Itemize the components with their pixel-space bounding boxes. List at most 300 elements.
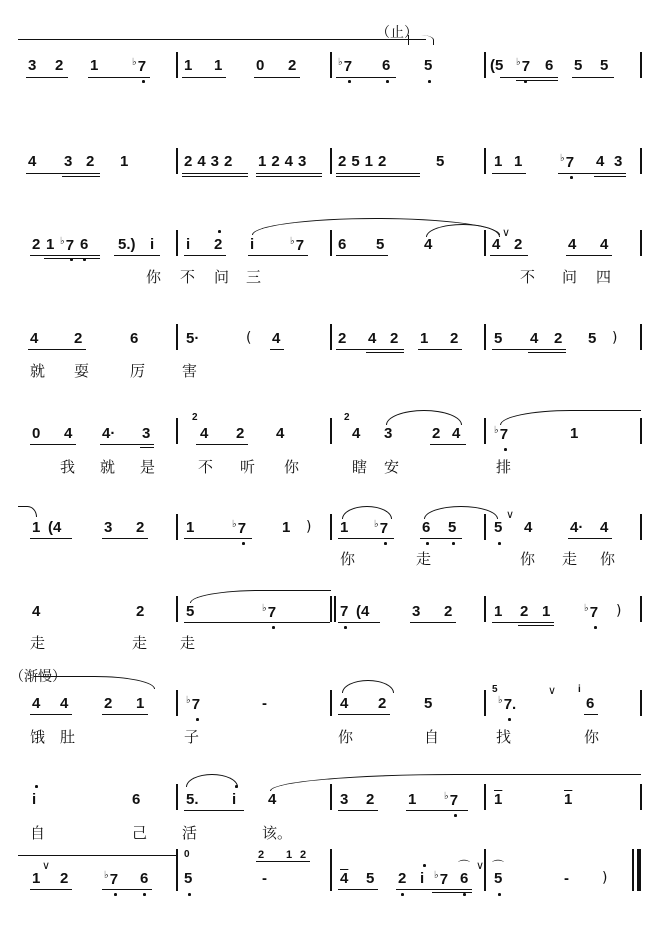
note: 4 bbox=[64, 425, 73, 442]
underline bbox=[184, 255, 226, 256]
barline bbox=[176, 324, 178, 350]
underline bbox=[256, 176, 322, 177]
lyric: 你 bbox=[520, 550, 536, 568]
grace-note: 2 bbox=[192, 412, 198, 423]
low-dot bbox=[242, 542, 245, 545]
note: 2 bbox=[366, 791, 375, 808]
underline bbox=[338, 538, 394, 539]
system-6 bbox=[0, 500, 660, 580]
note: 5 bbox=[366, 870, 375, 887]
fermata-icon: ⌒ bbox=[458, 859, 471, 873]
note: 4 bbox=[276, 425, 285, 442]
underline bbox=[182, 176, 248, 177]
underline bbox=[558, 173, 626, 174]
tie-end bbox=[18, 506, 37, 517]
note: ♭7 bbox=[444, 791, 459, 809]
note: 1 bbox=[184, 57, 193, 74]
note: 6 bbox=[338, 236, 347, 253]
lyric: 不 bbox=[180, 268, 196, 286]
lyric: 子 bbox=[184, 728, 200, 746]
underline bbox=[492, 622, 554, 623]
note: 5.) bbox=[118, 236, 136, 253]
breath-mark: ∨ bbox=[548, 684, 557, 697]
barline bbox=[176, 148, 178, 174]
underline bbox=[196, 444, 248, 445]
note: 4· bbox=[570, 519, 584, 536]
note: 1 bbox=[32, 870, 41, 887]
note: 4 bbox=[596, 153, 605, 170]
underline bbox=[270, 349, 284, 350]
note: 1 bbox=[32, 519, 41, 536]
note: 2 bbox=[136, 519, 145, 536]
note: 3 bbox=[614, 153, 623, 170]
note: i bbox=[420, 870, 425, 887]
barline bbox=[330, 784, 332, 810]
underline bbox=[44, 258, 100, 259]
grace-note: 2 bbox=[344, 412, 350, 423]
note: 4 bbox=[568, 236, 577, 253]
note: 1 bbox=[340, 519, 349, 536]
underline bbox=[102, 538, 148, 539]
underline bbox=[336, 176, 420, 177]
underline bbox=[336, 349, 404, 350]
note: ♭7 bbox=[374, 519, 389, 537]
underline bbox=[406, 810, 468, 811]
note: ♭7 bbox=[104, 870, 119, 888]
system-4 bbox=[0, 300, 660, 380]
slur bbox=[186, 774, 238, 787]
low-dot bbox=[344, 626, 347, 629]
barline bbox=[484, 690, 486, 716]
low-dot bbox=[188, 893, 191, 896]
note: ♭7 bbox=[516, 57, 531, 75]
note: 5· bbox=[186, 330, 200, 347]
barline bbox=[484, 148, 486, 174]
note: ♭7 bbox=[560, 153, 575, 171]
barline bbox=[176, 514, 178, 540]
grace-note: 1 bbox=[286, 849, 293, 861]
underline bbox=[528, 352, 566, 353]
note: 1 bbox=[564, 791, 573, 808]
note: 4 bbox=[30, 330, 39, 347]
close-paren: ) bbox=[612, 330, 618, 346]
lyric: 耍 bbox=[74, 362, 90, 380]
barline bbox=[176, 690, 178, 716]
low-dot bbox=[196, 718, 199, 721]
low-dot bbox=[452, 542, 455, 545]
underline bbox=[584, 714, 598, 715]
underline bbox=[396, 889, 472, 890]
barline bbox=[330, 324, 332, 350]
slur bbox=[386, 410, 462, 425]
underline bbox=[336, 255, 388, 256]
note: ♭7 bbox=[434, 870, 449, 888]
note: 5 bbox=[600, 57, 609, 74]
note-group: 2512 bbox=[338, 153, 392, 170]
note: i bbox=[32, 791, 37, 808]
note: i bbox=[150, 236, 155, 253]
note: i bbox=[186, 236, 191, 253]
underline bbox=[338, 810, 378, 811]
final-barline-thin bbox=[632, 849, 634, 891]
close-paren: ) bbox=[616, 603, 622, 619]
slur bbox=[190, 590, 331, 603]
low-dot bbox=[386, 80, 389, 83]
note: i bbox=[232, 791, 237, 808]
note: 5 bbox=[448, 519, 457, 536]
lyric: 问 bbox=[214, 268, 230, 286]
system-3 bbox=[0, 200, 660, 286]
note: (4 bbox=[48, 519, 62, 536]
note: ♭7 bbox=[262, 603, 277, 621]
lyric: 活 bbox=[182, 824, 198, 842]
note: 1 bbox=[514, 153, 523, 170]
note: 2 bbox=[514, 236, 523, 253]
low-dot bbox=[272, 626, 275, 629]
note: ♭7 bbox=[494, 425, 509, 443]
note: i bbox=[250, 236, 255, 253]
note: 5. bbox=[186, 791, 199, 808]
lyric: 听 bbox=[240, 458, 256, 476]
lyric: 找 bbox=[496, 728, 512, 746]
barline bbox=[640, 52, 642, 78]
note: - bbox=[262, 870, 267, 887]
note: 5 bbox=[588, 330, 597, 347]
lyric: 自 bbox=[30, 824, 46, 842]
note: 3 bbox=[104, 519, 113, 536]
note: 1 bbox=[214, 57, 223, 74]
underline bbox=[30, 444, 76, 445]
note: 2 bbox=[55, 57, 64, 74]
system-7 bbox=[0, 590, 660, 670]
underline bbox=[254, 77, 300, 78]
lyric: 就 bbox=[30, 362, 46, 380]
note: 4 bbox=[200, 425, 209, 442]
note: 4 bbox=[600, 519, 609, 536]
underline bbox=[114, 255, 160, 256]
underline bbox=[88, 77, 150, 78]
underline bbox=[248, 255, 308, 256]
note: 4 bbox=[530, 330, 539, 347]
slur bbox=[500, 410, 641, 425]
note: 7 bbox=[340, 603, 349, 620]
note: 6 bbox=[140, 870, 149, 887]
note: 4 bbox=[524, 519, 533, 536]
note: 4· bbox=[102, 425, 116, 442]
grace-note: 0 bbox=[184, 849, 190, 860]
note: 4 bbox=[268, 791, 277, 808]
note: 3 bbox=[64, 153, 73, 170]
lyric: 害 bbox=[182, 362, 198, 380]
note: 2 bbox=[60, 870, 69, 887]
note: 6 bbox=[422, 519, 431, 536]
barline bbox=[484, 230, 486, 256]
note: 1 bbox=[282, 519, 291, 536]
underline bbox=[30, 889, 72, 890]
final-barline-thick bbox=[637, 849, 641, 891]
low-dot bbox=[143, 893, 146, 896]
underline bbox=[492, 173, 526, 174]
note: ♭7 bbox=[186, 695, 201, 713]
breath-mark: ∨ bbox=[506, 508, 515, 521]
barline bbox=[330, 230, 332, 256]
underline bbox=[336, 77, 396, 78]
slur bbox=[34, 676, 155, 689]
underline bbox=[30, 255, 100, 256]
underline bbox=[102, 714, 148, 715]
barline bbox=[484, 418, 486, 444]
underline bbox=[140, 447, 154, 448]
note: (4 bbox=[356, 603, 370, 620]
note: 2 bbox=[214, 236, 223, 253]
lyric: 安 bbox=[384, 458, 400, 476]
underline bbox=[338, 622, 380, 623]
low-dot bbox=[454, 814, 457, 817]
system-5 bbox=[0, 400, 660, 480]
tempo-mark-jianman: （渐慢） bbox=[10, 669, 66, 685]
note: - bbox=[262, 695, 267, 712]
system-2 bbox=[0, 100, 660, 180]
note: 1 bbox=[136, 695, 145, 712]
close-paren: ) bbox=[602, 870, 608, 886]
lyric: 瞎 bbox=[352, 458, 368, 476]
underline bbox=[568, 538, 612, 539]
note: 1 bbox=[186, 519, 195, 536]
note: 4 bbox=[32, 603, 41, 620]
lyric: 你 bbox=[600, 550, 616, 568]
underline bbox=[100, 444, 154, 445]
lyric: 走 bbox=[132, 634, 148, 652]
barline bbox=[334, 596, 336, 622]
high-dot bbox=[35, 785, 38, 788]
high-dot bbox=[218, 230, 221, 233]
slur bbox=[342, 506, 392, 519]
note: 6 bbox=[586, 695, 595, 712]
note: 2 bbox=[288, 57, 297, 74]
note: 2 bbox=[136, 603, 145, 620]
note: 4 bbox=[492, 236, 501, 253]
barline bbox=[176, 418, 178, 444]
barline bbox=[640, 148, 642, 174]
underline bbox=[30, 538, 72, 539]
low-dot bbox=[508, 718, 511, 721]
underline bbox=[432, 892, 472, 893]
barline bbox=[484, 596, 486, 622]
note: 5 bbox=[494, 519, 503, 536]
lyric: 该。 bbox=[262, 824, 293, 842]
underline bbox=[182, 173, 248, 174]
slur bbox=[342, 680, 394, 693]
lyric: 走 bbox=[562, 550, 578, 568]
note: 6 bbox=[545, 57, 554, 74]
lyric: 我 bbox=[60, 458, 76, 476]
note: 1 bbox=[494, 603, 503, 620]
note: 6 bbox=[132, 791, 141, 808]
underline bbox=[418, 349, 462, 350]
note: 4 bbox=[340, 695, 349, 712]
system-1 bbox=[0, 0, 660, 80]
open-paren: ( bbox=[246, 330, 252, 346]
note: 1 bbox=[570, 425, 579, 442]
barline bbox=[330, 596, 332, 622]
note: 2 bbox=[554, 330, 563, 347]
underline bbox=[430, 444, 466, 445]
lyric: 你 bbox=[340, 550, 356, 568]
lyric: 你 bbox=[284, 458, 300, 476]
note: 3 bbox=[28, 57, 37, 74]
note: 2 bbox=[74, 330, 83, 347]
note: ♭7 bbox=[584, 603, 599, 621]
underline bbox=[338, 889, 378, 890]
grace-note: 2 bbox=[300, 849, 307, 861]
breath-mark: ∨ bbox=[502, 226, 511, 239]
phrase-line bbox=[18, 39, 426, 40]
note: 2 bbox=[444, 603, 453, 620]
note: 4 bbox=[424, 236, 433, 253]
note: 4 bbox=[28, 153, 37, 170]
note: 2 bbox=[236, 425, 245, 442]
note: 3 bbox=[142, 425, 151, 442]
note: 3 bbox=[340, 791, 349, 808]
barline bbox=[640, 230, 642, 256]
underline bbox=[518, 625, 554, 626]
note: 2 bbox=[450, 330, 459, 347]
note: 5 bbox=[494, 330, 503, 347]
note: (5 bbox=[490, 57, 504, 74]
low-dot bbox=[594, 626, 597, 629]
lyric: 厉 bbox=[130, 362, 146, 380]
barline bbox=[640, 418, 642, 444]
note: 2 bbox=[32, 236, 41, 253]
underline bbox=[492, 349, 566, 350]
low-dot bbox=[498, 542, 501, 545]
phrase-line bbox=[18, 855, 176, 856]
note: 2 bbox=[104, 695, 113, 712]
barline bbox=[330, 690, 332, 716]
underline bbox=[566, 255, 612, 256]
low-dot bbox=[114, 893, 117, 896]
note: 2 bbox=[398, 870, 407, 887]
lyric: 是 bbox=[140, 458, 156, 476]
note: 5 bbox=[186, 603, 195, 620]
underline bbox=[184, 538, 252, 539]
underline bbox=[182, 77, 226, 78]
note: 4 bbox=[60, 695, 69, 712]
underline bbox=[26, 173, 100, 174]
low-dot bbox=[504, 448, 507, 451]
system-9 bbox=[0, 760, 660, 840]
barline bbox=[484, 324, 486, 350]
barline bbox=[176, 596, 178, 622]
barline bbox=[640, 324, 642, 350]
note: ♭7 bbox=[338, 57, 353, 75]
note: 6 bbox=[130, 330, 139, 347]
barline bbox=[484, 784, 486, 810]
note: 0 bbox=[32, 425, 41, 442]
barline bbox=[176, 230, 178, 256]
note: 4 bbox=[272, 330, 281, 347]
note: ♭7 bbox=[132, 57, 147, 75]
note: 5 bbox=[574, 57, 583, 74]
high-dot bbox=[423, 864, 426, 867]
barline bbox=[330, 148, 332, 174]
barline bbox=[176, 784, 178, 810]
note: 4 bbox=[340, 870, 349, 887]
barline bbox=[484, 514, 486, 540]
low-dot bbox=[426, 542, 429, 545]
lyric: 走 bbox=[416, 550, 432, 568]
note: 5 bbox=[184, 870, 193, 887]
note: 3 bbox=[384, 425, 393, 442]
note: 2 bbox=[432, 425, 441, 442]
note: ♭7. bbox=[498, 695, 517, 713]
underline bbox=[366, 352, 404, 353]
underline bbox=[62, 176, 100, 177]
grace-note: i bbox=[578, 684, 581, 695]
note: 6 bbox=[80, 236, 89, 253]
note: 1 bbox=[46, 236, 55, 253]
note: - bbox=[564, 870, 569, 887]
lyric: 己 bbox=[132, 824, 148, 842]
note: 2 bbox=[338, 330, 347, 347]
barline bbox=[640, 690, 642, 716]
lyric: 不 bbox=[198, 458, 214, 476]
underline bbox=[420, 538, 462, 539]
note: 4 bbox=[452, 425, 461, 442]
note-group: 2432 bbox=[184, 153, 238, 170]
underline bbox=[410, 622, 456, 623]
underline bbox=[28, 349, 86, 350]
grace-note: 5 bbox=[492, 684, 498, 695]
underline bbox=[490, 255, 528, 256]
lyric: 就 bbox=[100, 458, 116, 476]
lyric: 走 bbox=[180, 634, 196, 652]
barline bbox=[484, 849, 486, 891]
underline bbox=[336, 173, 420, 174]
low-dot bbox=[570, 176, 573, 179]
note: 5 bbox=[494, 870, 503, 887]
note-group: 1243 bbox=[258, 153, 312, 170]
high-dot bbox=[235, 785, 238, 788]
note: 4 bbox=[368, 330, 377, 347]
underline bbox=[594, 176, 626, 177]
note: 5 bbox=[424, 57, 433, 74]
underline bbox=[30, 714, 72, 715]
underline bbox=[26, 77, 68, 78]
note: 5 bbox=[376, 236, 385, 253]
underline bbox=[184, 622, 330, 623]
lyric: 你 bbox=[338, 728, 354, 746]
system-8 bbox=[0, 660, 660, 746]
note: 4 bbox=[600, 236, 609, 253]
grace-note: 2 bbox=[258, 849, 265, 861]
low-dot bbox=[142, 80, 145, 83]
note: 2 bbox=[520, 603, 529, 620]
barline bbox=[484, 52, 486, 78]
fermata-icon: ⌒ bbox=[492, 859, 505, 873]
note: 1 bbox=[542, 603, 551, 620]
lyric: 你 bbox=[146, 268, 162, 286]
underline bbox=[256, 861, 310, 862]
low-dot bbox=[463, 893, 466, 896]
underline bbox=[184, 810, 244, 811]
note: 4 bbox=[32, 695, 41, 712]
low-dot bbox=[348, 80, 351, 83]
slur bbox=[270, 774, 641, 791]
note: 6 bbox=[460, 870, 469, 887]
note: 5 bbox=[424, 695, 433, 712]
underline bbox=[516, 80, 558, 81]
